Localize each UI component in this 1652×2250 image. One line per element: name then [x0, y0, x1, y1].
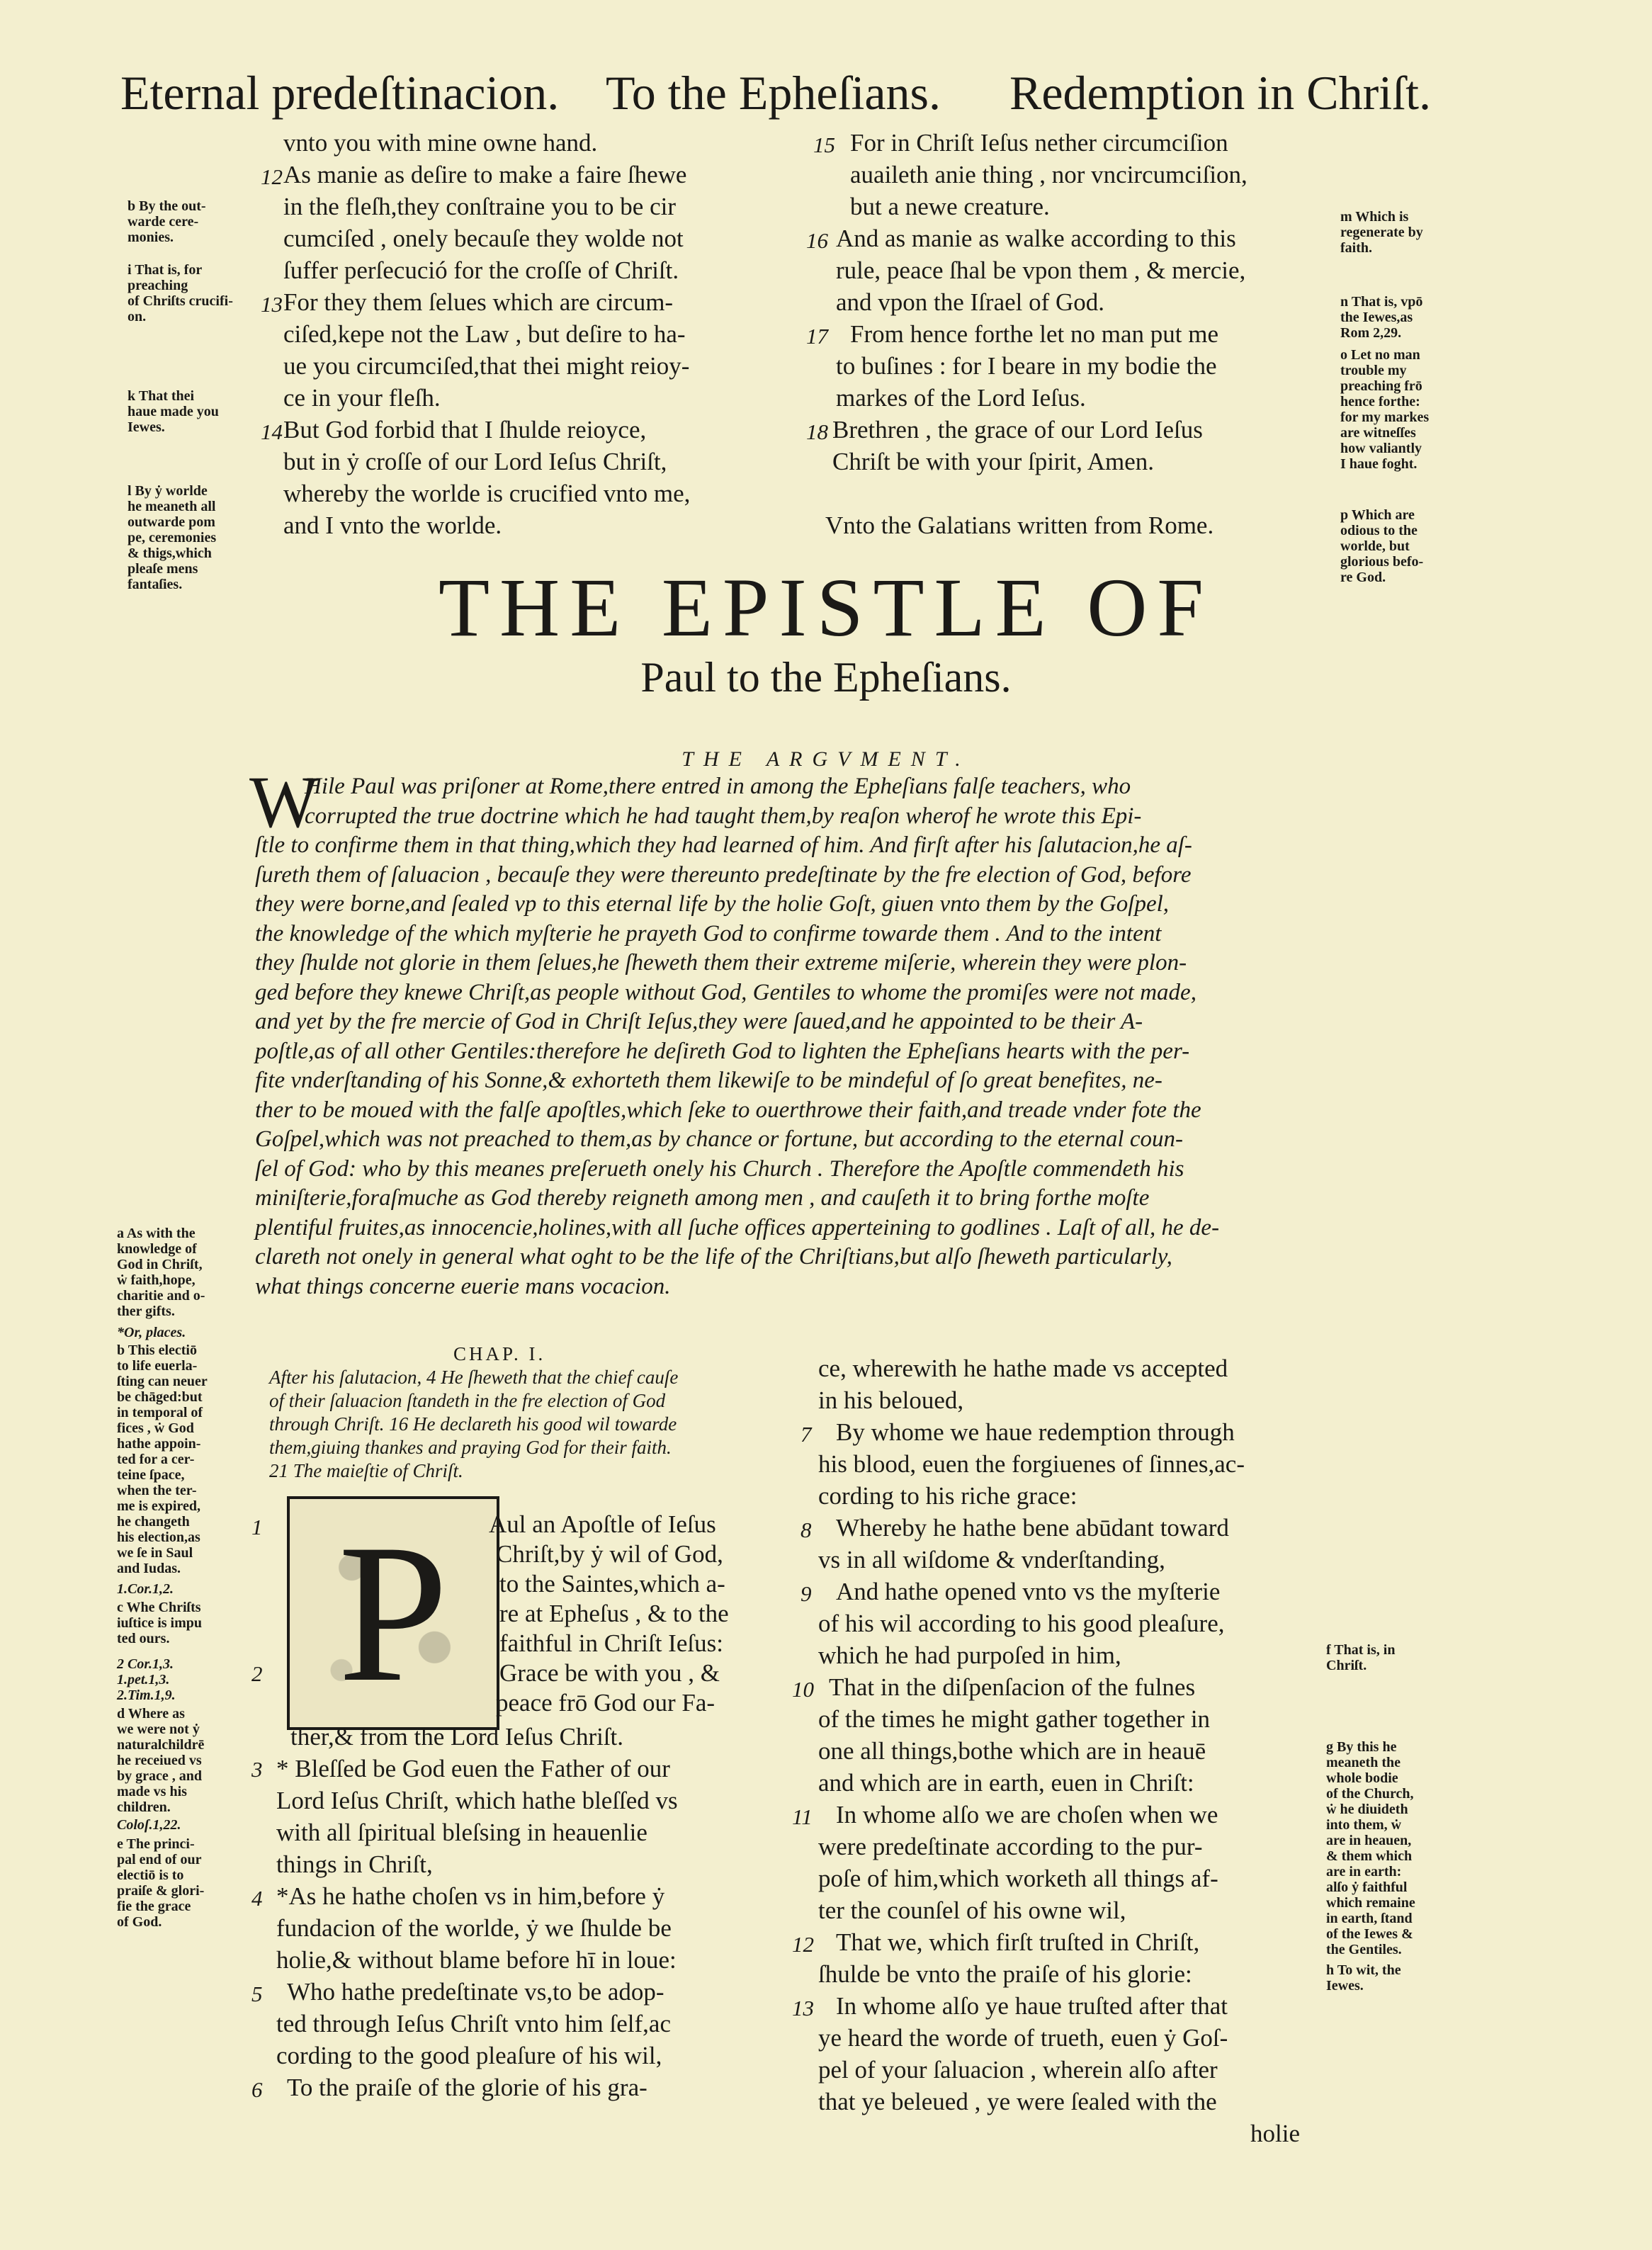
- text-line: Aul an Apoſtle of Ieſus: [489, 1510, 716, 1538]
- argument-line: ſureth them of ſaluacion , becauſe they were thereunto predeſtinate by the fre election of God, before: [255, 861, 1192, 888]
- margin-note: o Let no man trouble my preaching frō hence forthe: for my markes are witneſſes how valiantly I haue foght.: [1340, 347, 1430, 472]
- text-line: ſhulde be vnto the praiſe of his glorie:: [818, 1960, 1192, 1988]
- margin-note: 2 Cor.1,3. 1.pet.1,3. 2.Tim.1,9.: [117, 1656, 176, 1703]
- margin-note: n That is, vpō the Iewes,as Rom 2,29.: [1340, 294, 1423, 341]
- argument-line: fite vnderſtanding of his Sonne,& exhorteth them likewiſe to be mindeful of ſo great benefites, ne-: [255, 1068, 1162, 1093]
- verse-number: 14: [261, 419, 283, 444]
- margin-note: k That thei haue made you Iewes.: [128, 388, 219, 435]
- text-line: ue you circumciſed,that thei might reioy-: [283, 352, 690, 380]
- verse-number: 10: [792, 1677, 814, 1702]
- argument-line: and yet by the fre mercie of God in Chriſt Ieſus,they were ſaued,and he appointed to be their A-: [255, 1009, 1143, 1034]
- margin-note: p Which are odious to the worlde, but glorious befo- re God.: [1340, 507, 1424, 585]
- margin-note: c Whe Chriſts iuſtice is impu ted ours.: [117, 1600, 203, 1646]
- text-line: rule, peace ſhal be vpon them , & mercie,: [836, 256, 1246, 284]
- text-line: ce, wherewith he hathe made vs accepted: [818, 1355, 1228, 1382]
- argument-line: ther to be moued with the falſe apoſtles,which ſeke to ouerthrowe their faith,and treade vnder fote the: [255, 1097, 1201, 1123]
- verse-number: 16: [806, 228, 828, 253]
- argument-line: what things concerne euerie mans vocacion.: [255, 1273, 671, 1299]
- catchword: holie: [1250, 2120, 1300, 2147]
- text-line: cumciſed , onely becauſe they wolde not: [283, 225, 684, 252]
- text-line: faithful in Chriſt Ieſus:: [499, 1629, 723, 1657]
- text-line: pel of your ſaluacion , wherein alſo after: [818, 2056, 1218, 2084]
- subscription: Vnto the Galatians written from Rome.: [825, 511, 1214, 539]
- verse-number: 18: [806, 419, 828, 444]
- text-line: holie,& without blame before hī in loue:: [276, 1946, 677, 1974]
- verse-number: 2: [251, 1661, 263, 1686]
- argument-line: they were borne,and ſealed vp to this eternal life by the holie Goſt, giuen vnto them by the Goſpel,: [255, 891, 1170, 917]
- argument-line: they ſhulde not glorie in them ſelues,he ſheweth them their extreme miſerie, wherein they were plon-: [255, 950, 1187, 976]
- text-line: In whome alſo ye haue truſted after that: [836, 1992, 1228, 2020]
- text-line: fundacion of the worlde, ẏ we ſhulde be: [276, 1914, 672, 1942]
- verse-number: 6: [251, 2077, 263, 2102]
- text-line: Brethren , the grace of our Lord Ieſus: [832, 416, 1203, 443]
- text-line: things in Chriſt,: [276, 1850, 433, 1878]
- verse-number: 8: [800, 1517, 812, 1542]
- running-head: [120, 65, 1537, 129]
- epistle-title: THE EPISTLE OF: [438, 561, 1214, 654]
- argument-line: Goſpel,which was not preached to them,as by chance or fortune, but according to the eternal coun-: [255, 1126, 1183, 1152]
- margin-note: l By ẏ worlde he meaneth all outwarde pom pe, ceremonies & thigs,which pleaſe mens fantaſies.: [128, 483, 217, 592]
- text-line: * Bleſſed be God euen the Father of our: [276, 1755, 670, 1782]
- text-line: ſuffer perſecució for the croſſe of Chriſt.: [283, 256, 679, 284]
- text-line: Chriſt be with your ſpirit, Amen.: [832, 448, 1154, 475]
- chapter-summary: After his ſalutacion, 4 He ſheweth that the chief cauſe of their ſaluacion ſtandeth in the fre election of God through Chriſt. 16 He declareth his good wil towarde them,giuing thankes and praying God for their faith. 21 The maieſtie of Chriſt.: [269, 1367, 679, 1481]
- text-line: to buſines : for I beare in my bodie the: [836, 352, 1217, 380]
- margin-note: Coloſ.1,22.: [117, 1817, 181, 1833]
- margin-note: f That is, in Chriſt.: [1326, 1642, 1396, 1673]
- text-line: that ye beleued , ye were ſealed with the: [818, 2088, 1217, 2115]
- argument-line: clareth not onely in general what oght to be the life of the Chriſtians,but alſo ſheweth particularly,: [255, 1244, 1172, 1270]
- text-line: and which are in earth, euen in Chriſt:: [818, 1769, 1194, 1797]
- text-line: which he had purpoſed in him,: [818, 1641, 1121, 1669]
- text-line: ter the counſel of his owne wil,: [818, 1896, 1126, 1924]
- text-line: and I vnto the worlde.: [283, 511, 502, 539]
- text-line: of his wil according to his good pleaſure,: [818, 1610, 1225, 1637]
- text-line: and vpon the Iſrael of God.: [836, 288, 1105, 316]
- text-line: Grace be with you , &: [499, 1659, 720, 1687]
- text-line: ciſed,kepe not the Law , but deſire to ha-: [283, 320, 686, 348]
- text-line: To the praiſe of the glorie of his gra-: [287, 2074, 647, 2101]
- argument-line: ſel of God: who by this meanes preſerueth onely his Church . Therefore the Apoſtle commendeth his: [255, 1155, 1184, 1182]
- running-head-left: Eternal predeſtinacion.: [120, 66, 560, 120]
- running-head-right: Redemption in Chriſt.: [1009, 66, 1431, 120]
- verse-number: 1: [251, 1515, 263, 1539]
- verse-number: 9: [800, 1581, 812, 1606]
- text-line: of the times he might gather together in: [818, 1705, 1211, 1733]
- argument-line: ged before they knewe Chriſt,as people without God, Gentiles to whome the promiſes were not made,: [255, 979, 1196, 1005]
- margin-note: m Which is regenerate by faith.: [1340, 209, 1423, 256]
- margin-note: a As with the knowledge of God in Chriſt, ẇ faith,hope, charitie and o- ther gifts.: [117, 1226, 205, 1319]
- text-line: By whome we haue redemption through: [836, 1418, 1235, 1446]
- text-line: Lord Ieſus Chriſt, which hathe bleſſed vs: [276, 1787, 678, 1814]
- text-line: That in the diſpenſacion of the fulnes: [829, 1673, 1196, 1701]
- verse-number: 12: [261, 164, 283, 189]
- text-line: poſe of him,which worketh all things af-: [818, 1865, 1218, 1892]
- text-line: And as manie as walke according to this: [836, 225, 1236, 252]
- argument-line: corrupted the true doctrine which he had taught them,by reaſon wherof he wrote this Epi-: [305, 803, 1142, 829]
- text-line: As manie as deſire to make a faire ſhewe: [283, 161, 687, 188]
- text-line: his blood, euen the forgiuenes of ſinnes,ac-: [818, 1450, 1245, 1478]
- verse-number: 11: [792, 1804, 813, 1829]
- text-line: whereby the worlde is crucified vnto me,: [283, 480, 691, 507]
- verse-number: 4: [251, 1886, 263, 1911]
- text-line: Chriſt,by ẏ wil of God,: [496, 1540, 723, 1568]
- argument-line: Hile Paul was priſoner at Rome,there entred in among the Epheſians falſe teachers, who: [305, 774, 1131, 799]
- text-line: re at Epheſus , & to the: [499, 1600, 729, 1627]
- text-line: in the fleſh,they conſtraine you to be cir: [283, 193, 676, 220]
- text-line: From hence forthe let no man put me: [850, 320, 1218, 348]
- text-line: ted through Ieſus Chriſt vnto him ſelf,ac: [276, 2010, 671, 2037]
- verse-number: 13: [792, 1996, 814, 2020]
- margin-note: *Or, places.: [117, 1325, 186, 1340]
- text-line: In whome alſo we are choſen when we: [836, 1801, 1218, 1828]
- argument-line: ſtle to confirme them in that thing,which they had learned of him. And firſt after his ſalutacion,he aſ-: [255, 832, 1192, 858]
- text-line: cording to his riche grace:: [818, 1482, 1077, 1510]
- margin-note: e The princi- pal end of our electiō is to praiſe & glori- fie the grace of God.: [117, 1836, 205, 1930]
- text-line: Who hathe predeſtinate vs,to be adop-: [287, 1978, 664, 2006]
- text-line: auaileth anie thing , nor vncircumciſion,: [850, 161, 1248, 188]
- text-line: ye heard the worde of trueth, euen ẏ Goſ-: [818, 2024, 1228, 2052]
- running-head-middle: To the Epheſians.: [606, 66, 941, 120]
- text-line: markes of the Lord Ieſus.: [836, 384, 1086, 412]
- text-line: to the Saintes,which a-: [499, 1570, 725, 1598]
- verse-number: 17: [806, 324, 828, 349]
- argument-heading: THE ARGVMENT.: [681, 747, 971, 771]
- margin-note: b This electiō to life euerla- ſting can neuer be chāged:but in temporal of fices , ẇ God hathe appoin- ted for a cer- teine ſpace, when the ter- me is expired, he changeth his election,as we ſe in Saul and Iudas.: [117, 1342, 208, 1576]
- epistle-subtitle: Paul to the Epheſians.: [640, 654, 1012, 701]
- text-line: Whereby he hathe bene abūdant toward: [836, 1514, 1229, 1542]
- verse-number: 5: [251, 1982, 263, 2006]
- text-line: *As he hathe choſen vs in him,before ẏ: [276, 1882, 665, 1910]
- margin-note: b By the out- warde cere- monies.: [128, 198, 206, 245]
- text-line: in his beloued,: [818, 1386, 964, 1414]
- text-line: vnto you with mine owne hand.: [283, 129, 598, 157]
- argument-line: poſtle,as of all other Gentiles:therefore he deſireth God to lighten the Epheſians hearts with the per-: [255, 1038, 1190, 1064]
- text-line: but in ẏ croſſe of our Lord Ieſus Chriſt,: [283, 448, 667, 475]
- text-line: cording to the good pleaſure of his wil,: [276, 2042, 662, 2069]
- argument-line: the knowledge of the which myſterie he prayeth God to confirme towarde them . And to the intent: [255, 920, 1162, 946]
- argument-initial-letter: W: [249, 762, 319, 843]
- chapter-heading: CHAP. I.: [453, 1343, 546, 1364]
- text-line: For in Chriſt Ieſus nether circumciſion: [850, 129, 1228, 157]
- text-line: And hathe opened vnto vs the myſterie: [836, 1578, 1221, 1605]
- text-line: vs in all wiſdome & vnderſtanding,: [818, 1546, 1165, 1573]
- verse-number: 15: [813, 132, 835, 157]
- text-line: peace frō God our Fa-: [496, 1689, 715, 1717]
- argument-line: miniſterie,foraſmuche as God thereby reigneth among men , and cauſeth it to bring forthe moſte: [255, 1185, 1150, 1211]
- text-line: But God forbid that I ſhulde reioyce,: [283, 416, 647, 443]
- decorated-initial-letter: P: [287, 1496, 499, 1730]
- text-line: were predeſtinate according to the pur-: [818, 1833, 1203, 1860]
- text-line: with all ſpiritual bleſsing in heauenlie: [276, 1819, 647, 1846]
- verse-number: 3: [251, 1757, 263, 1782]
- text-line: one all things,bothe which are in heauē: [818, 1737, 1206, 1765]
- margin-note: h To wit, the Iewes.: [1326, 1962, 1401, 1994]
- text-line: ther,& from the Lord Ieſus Chriſt.: [290, 1723, 624, 1751]
- text-line: That we, which firſt truſted in Chriſt,: [836, 1928, 1200, 1956]
- margin-note: i That is, for preaching of Chriſts crucifi- on.: [128, 262, 233, 324]
- argument-paragraph: [255, 772, 1332, 1301]
- verse-number: 7: [800, 1422, 812, 1447]
- text-line: but a newe creature.: [850, 193, 1050, 220]
- argument-line: plentiful fruites,as innocencie,holines,with all ſuche offices apperteining to godlines . Laſt of all, he de-: [255, 1214, 1220, 1240]
- margin-note: d Where as we were not ẏ naturalchildrē he receiued vs by grace , and made vs his children.: [117, 1706, 205, 1815]
- verse-number: 13: [261, 292, 283, 317]
- text-line: For they them ſelues which are circum-: [283, 288, 674, 316]
- margin-note: g By this he meaneth the whole bodie of the Church, ẇ he diuideth into them, ẇ are in heauen, & them which are in earth: alſo ẏ faithful which remaine in earth, ſtand of the Iewes & the Gentiles.: [1326, 1739, 1415, 1957]
- margin-note: 1.Cor.1,2.: [117, 1581, 174, 1597]
- verse-number: 12: [792, 1932, 814, 1957]
- text-line: ce in your fleſh.: [283, 384, 441, 412]
